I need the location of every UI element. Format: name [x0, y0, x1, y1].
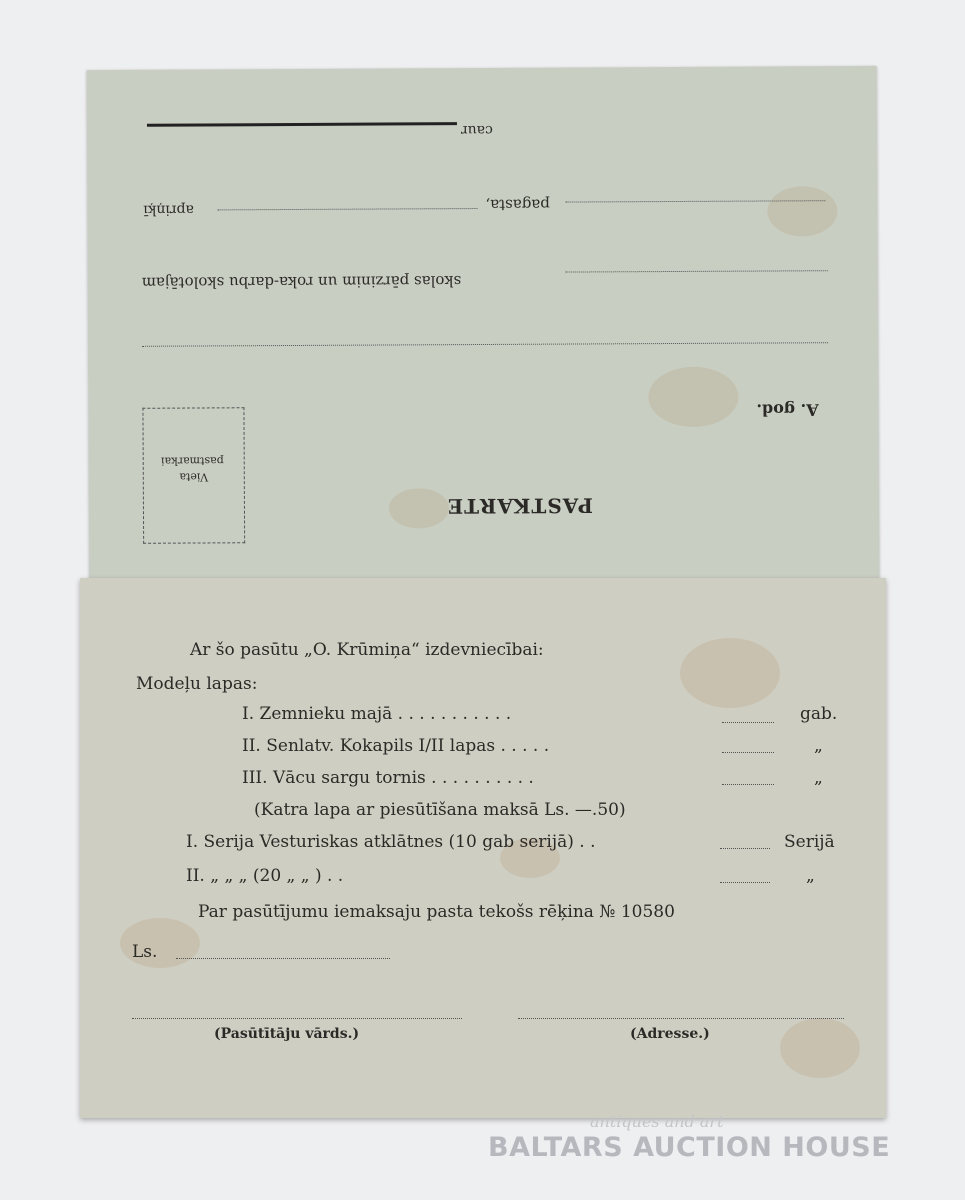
address-line [518, 1018, 844, 1019]
item2-label: II. Senlatv. Kokapils I/II lapas . . . . . [242, 736, 550, 756]
item1-unit: gab. [800, 704, 838, 724]
name-line [132, 1018, 462, 1019]
signature-name-caption: (Pasūtītāju vārds.) [214, 1026, 360, 1042]
stamp-box [142, 407, 245, 544]
stamp-label-line2: pastmarkai [161, 454, 224, 468]
price-note: (Katra lapa ar piesūtīšana maksā Ls. —.50) [254, 800, 626, 820]
caur-underline [147, 122, 457, 127]
watermark-brand: BALTARS AUCTION HOUSE [488, 1132, 891, 1163]
aprinki-label: apriņķī [143, 201, 194, 218]
stamp-label-line1: Vieta [179, 470, 209, 484]
item2-unit: „ [814, 736, 823, 756]
postcard-title: PASTKARTE [446, 493, 593, 519]
a-god-label: A. god. [756, 400, 819, 420]
signature-address-caption: (Adresse.) [630, 1026, 710, 1042]
order-form [80, 578, 886, 1118]
pagasta-label: pagasta, [485, 195, 550, 214]
order-intro: Ar šo pasūtu „O. Krūmiņa“ izdevniecībai: [190, 640, 544, 660]
series1-label: I. Serija Vesturiskas atklātnes (10 gab serijā) . . [186, 832, 596, 852]
skolas-label: skolas pārzinim un roka-darbu skolotājam [141, 272, 462, 292]
payment-line: Par pasūtījumu iemaksaju pasta tekošs rēķina № 10580 [198, 902, 675, 922]
series2-unit: „ [806, 866, 815, 886]
item1-label: I. Zemnieku majā . . . . . . . . . . . [242, 704, 512, 724]
item3-label: III. Vācu sargu tornis . . . . . . . . . . [242, 768, 534, 788]
ls-label: Ls. [132, 942, 158, 962]
ls-amount-line [176, 958, 390, 959]
watermark-tagline: antiques and art [590, 1112, 724, 1131]
caur-label: caur [460, 121, 493, 139]
series1-unit: Serijā [784, 832, 835, 852]
series2-label: II. „ „ „ (20 „ „ ) . . [186, 866, 344, 886]
postcard-address-side [87, 66, 880, 582]
models-heading: Modeļu lapas: [136, 674, 258, 694]
item3-unit: „ [814, 768, 823, 788]
